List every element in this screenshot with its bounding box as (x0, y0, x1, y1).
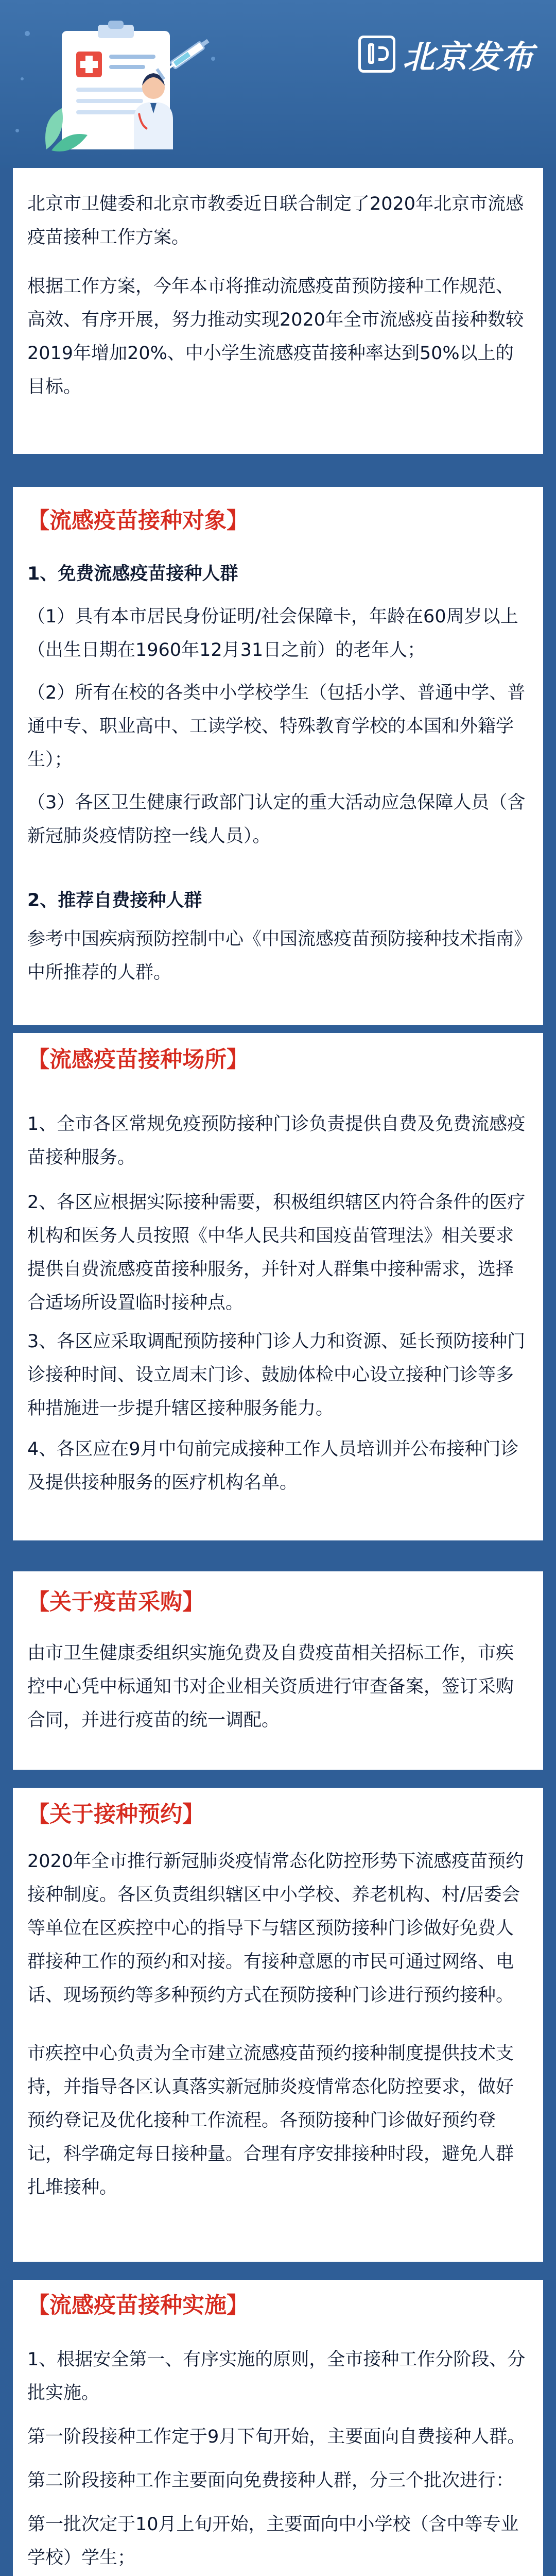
paragraph: 第一批次定于10月上旬开始，主要面向中小学校（含中等专业学校）学生； (27, 2514, 519, 2568)
paragraph: 参考中国疾病预防控制中心《中国流感疫苗预防接种技术指南》中所推荐的人群。 (27, 929, 523, 983)
section-title: 【关于接种预约】 (27, 1802, 204, 1827)
list-item: （3）各区卫生健康行政部门认定的重大活动应急保障人员（含新冠肺炎疫情防控一线人员）。 (27, 792, 526, 846)
brand-title: 北京发布 (402, 38, 534, 76)
paragraph: 第二阶段接种工作主要面向免费接种人群，分三个批次进行： (27, 2470, 514, 2491)
list-item: 1、全市各区常规免疫预防接种门诊负责提供自费及免费流感疫苗接种服务。 (27, 1114, 526, 1168)
paragraph: 市疾控中心负责为全市建立流感疫苗预约接种制度提供技术支持，并指导各区认真落实新冠肺炎疫情常态化防控要求，做好预约登记及优化接种工作流程。各预防接种门诊做好预约登记，科学确定每日接种量。合理有序安排接种时段，避免人群扎堆接种。 (27, 2043, 514, 2198)
section-recipients (13, 487, 543, 1025)
section-title: 【流感疫苗接种场所】 (27, 1047, 249, 1073)
intro-paragraph: 北京市卫健委和北京市教委近日联合制定了2020年北京市流感疫苗接种工作方案。 (27, 194, 524, 248)
vaccination-illustration-icon (31, 10, 216, 160)
intro-paragraph: 根据工作方案，今年本市将推动流感疫苗预防接种工作规范、高效、有序开展，努力推动实现2020年全市流感疫苗接种数较2019年增加20%、中小学生流感疫苗接种率达到50%以上的目标。 (27, 276, 524, 397)
section-title: 【关于疫苗采购】 (27, 1589, 204, 1615)
section-title: 【流感疫苗接种实施】 (27, 2293, 249, 2318)
paragraph: 2020年全市推行新冠肺炎疫情常态化防控形势下流感疫苗预约接种制度。各区负责组织辖区中小学校、养老机构、村/居委会等单位在区疾控中心的指导下与辖区预防接种门诊做好免费人群接种工作的预约和对接。有接种意愿的市民可通过网络、电话、现场预约等多种预约方式在预防接种门诊进行预约接种。 (27, 1851, 524, 2006)
list-item: 4、各区应在9月中旬前完成接种工作人员培训并公布接种门诊及提供接种服务的医疗机构名单。 (27, 1439, 519, 1493)
beijing-release-logo-icon (358, 36, 395, 73)
section-implementation (13, 2280, 543, 2576)
section-venues (13, 1033, 543, 1540)
paragraph: 由市卫生健康委组织实施免费及自费疫苗相关招标工作，市疾控中心凭中标通知书对企业相关资质进行审查备案，签订采购合同，并进行疫苗的统一调配。 (27, 1643, 514, 1731)
section-title: 【流感疫苗接种对象】 (27, 508, 249, 534)
paragraph: 第一阶段接种工作定于9月下旬开始，主要面向自费接种人群。 (27, 2427, 526, 2447)
list-item: （1）具有本市居民身份证明/社会保障卡，年龄在60周岁以上（出生日期在1960年12月31日之前）的老年人； (27, 606, 518, 660)
list-item: 3、各区应采取调配预防接种门诊人力和资源、延长预防接种门诊接种时间、设立周末门诊、鼓励体检中心设立接种门诊等多种措施进一步提升辖区接种服务能力。 (27, 1331, 526, 1419)
section-procurement (13, 1571, 543, 1770)
paragraph: 1、根据安全第一、有序实施的原则，全市接种工作分阶段、分批实施。 (27, 2349, 526, 2403)
intro-card (13, 168, 543, 454)
section-appointments (13, 1788, 543, 2262)
brand-logo (358, 32, 534, 76)
subsection-title: 1、免费流感疫苗接种人群 (27, 564, 238, 584)
subsection-title: 2、推荐自费接种人群 (27, 890, 202, 911)
list-item: （2）所有在校的各类中小学校学生（包括小学、普通中学、普通中专、职业高中、工读学校、特殊教育学校的本国和外籍学生）； (27, 683, 526, 770)
list-item: 2、各区应根据实际接种需要，积极组织辖区内符合条件的医疗机构和医务人员按照《中华人民共和国疫苗管理法》相关要求提供自费流感疫苗接种服务，并针对人群集中接种需求，选择合适场所设置临时接种点。 (27, 1192, 526, 1313)
header-banner (0, 0, 556, 168)
